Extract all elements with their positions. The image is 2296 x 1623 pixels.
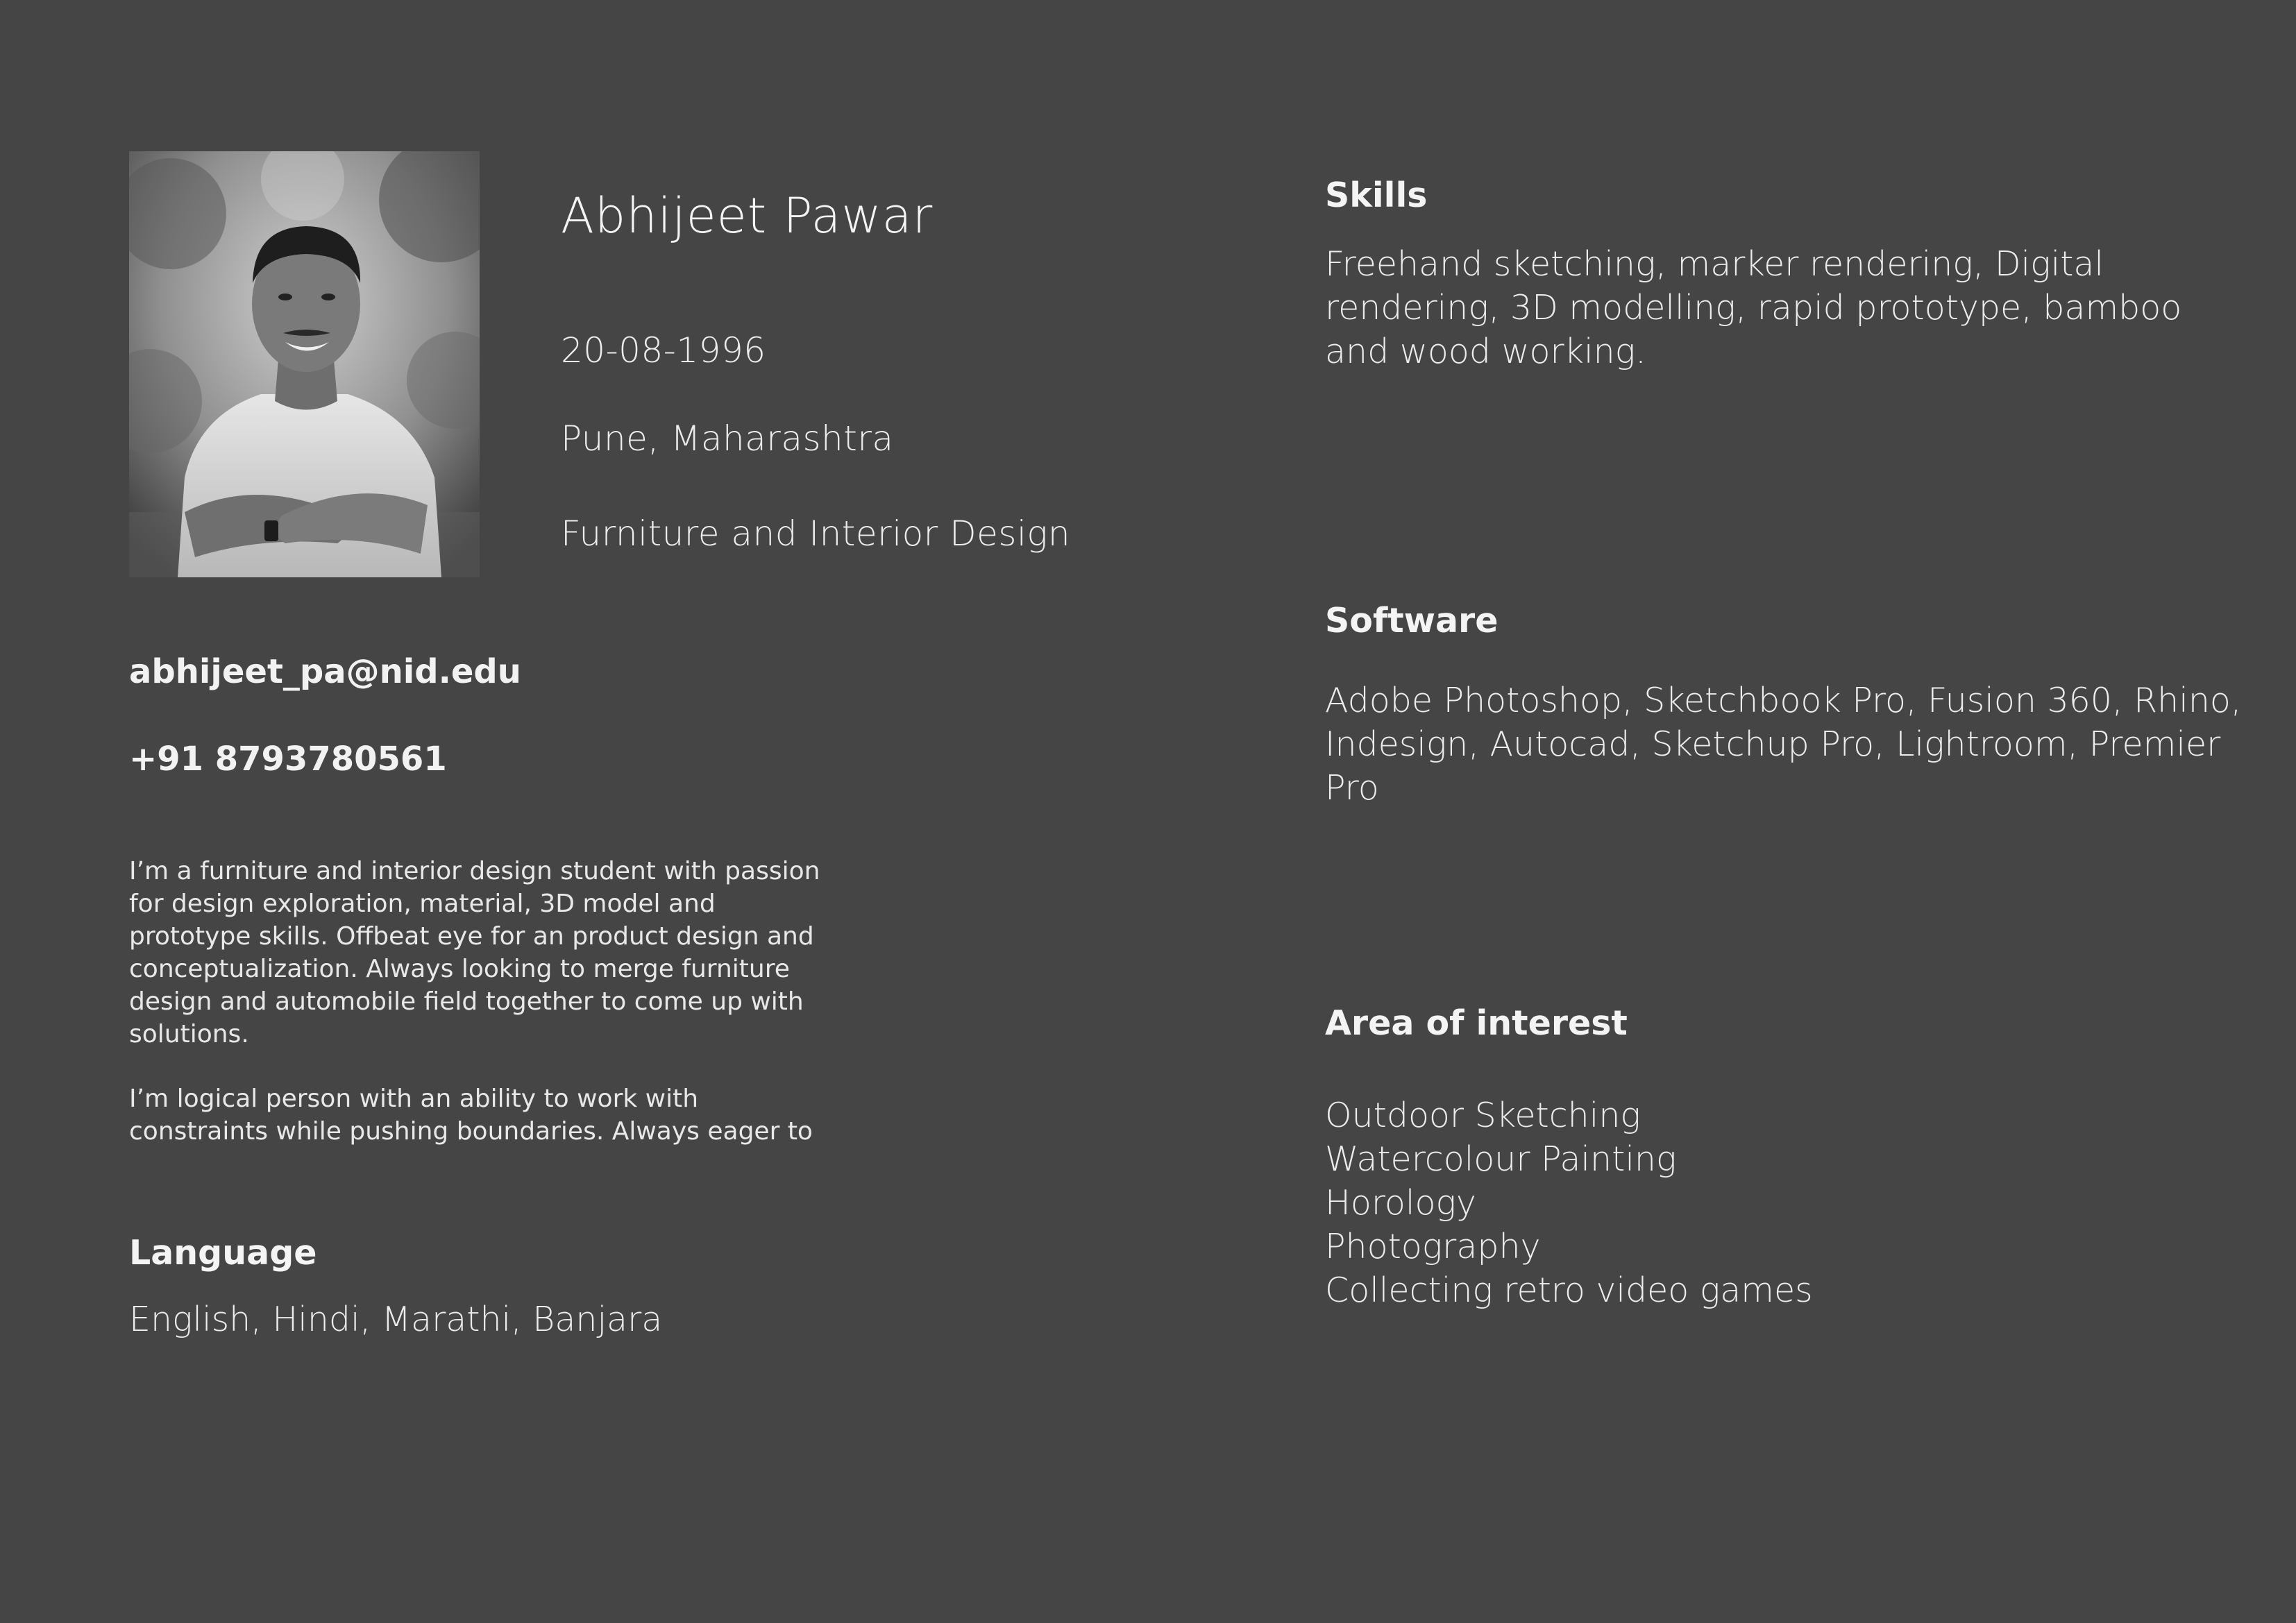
list-item: Horology — [1325, 1183, 1476, 1223]
about-section — [129, 855, 844, 1180]
profile-photo — [129, 151, 480, 577]
phone-number[interactable]: +91 8793780561 — [129, 740, 447, 779]
person-name: Abhijeet Pawar — [561, 187, 934, 244]
list-item: Photography — [1325, 1227, 1541, 1266]
location: Pune, Maharashtra — [561, 418, 894, 459]
about-paragraph-1: I’m a furniture and interior design student with passion for design exploration, material, 3D model and prototype skills. Offbeat eye for an product design and conceptualization. Always looking to merge furniture design and automobile field together to come up with solutions. — [129, 857, 820, 1048]
list-item: Outdoor Sketching — [1325, 1096, 1641, 1135]
skills-text: Freehand sketching, marker rendering, Digital rendering, 3D modelling, rapid prototype, bamboo and wood working. — [1325, 244, 2182, 371]
software-text: Adobe Photoshop, Sketchbook Pro, Fusion 360, Rhino, Indesign, Autocad, Sketchup Pro, Lightroom, Premier Pro — [1325, 681, 2242, 808]
portrait-photo-icon — [129, 151, 480, 577]
language-heading: Language — [129, 1233, 317, 1273]
list-item: Collecting retro video games — [1325, 1271, 1813, 1310]
list-item: Watercolour Painting — [1325, 1139, 1677, 1179]
email-link[interactable]: abhijeet_pa@nid.edu — [129, 652, 521, 691]
about-paragraph-2: I’m logical person with an ability to work with constraints while pushing boundaries. Always eager to — [129, 1085, 813, 1146]
language-list: English, Hindi, Marathi, Banjara — [129, 1300, 663, 1339]
interests-list — [1325, 1094, 1813, 1312]
date-of-birth: 20-08-1996 — [561, 330, 766, 371]
interests-heading: Area of interest — [1325, 1003, 1628, 1043]
department: Furniture and Interior Design — [561, 513, 1071, 554]
skills-heading: Skills — [1325, 176, 1428, 215]
software-heading: Software — [1325, 601, 1499, 640]
